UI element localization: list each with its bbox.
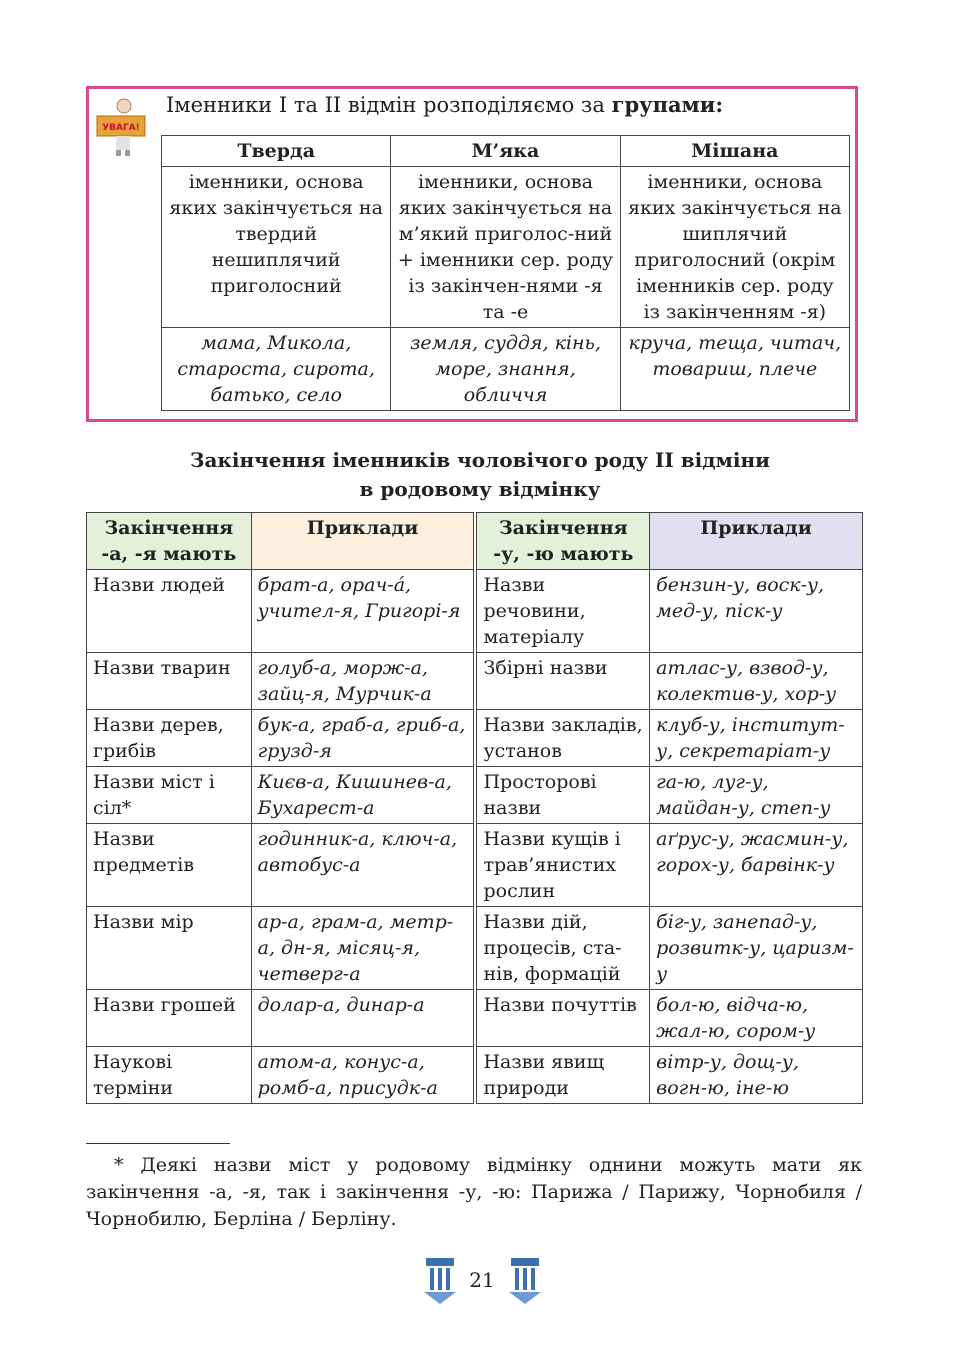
examples-a: брат-а, орач-а́, учител-я, Григорі-я bbox=[251, 570, 474, 653]
category-a: Наукові терміни bbox=[87, 1047, 252, 1104]
heading-line-2: в родовому відмінку bbox=[359, 477, 601, 501]
attention-sign-icon bbox=[94, 96, 150, 156]
category-a: Назви грошей bbox=[87, 990, 252, 1047]
groups-table bbox=[161, 135, 850, 411]
footnote: * Деякі назви міст у родовому відмінку однини можуть мати як закінчення -а, -я, так і закінчення -у, -ю: Парижа / Парижу, Чорнобиля / Чорнобилю, Берліна / Берліну. bbox=[86, 1154, 862, 1230]
examples-u: га-ю, луг-у, майдан-у, степ-у bbox=[650, 767, 863, 824]
category-a: Назви дерев, грибів bbox=[87, 710, 252, 767]
category-a: Назви людей bbox=[87, 570, 252, 653]
category-u: Просторові назви bbox=[477, 767, 650, 824]
examples-u: вітр-у, дощ-у, вогн-ю, іне-ю bbox=[650, 1047, 863, 1104]
intro-text bbox=[166, 92, 723, 117]
examples-a: ар-а, грам-а, метр-а, дн-я, місяц-я, четверг-а bbox=[251, 907, 474, 990]
intro-bold: групами: bbox=[611, 92, 724, 117]
examples-a: голуб-а, морж-а, зайц-я, Мурчик-а bbox=[251, 653, 474, 710]
endings-header-u: Закінчення -у, -ю мають bbox=[477, 513, 650, 570]
endings-table-body bbox=[87, 570, 863, 1104]
category-u: Назви речовини, матеріалу bbox=[477, 570, 650, 653]
examples-a: годинник-а, ключ-а, автобус-а bbox=[251, 824, 474, 907]
category-u: Назви почуттів bbox=[477, 990, 650, 1047]
category-a: Назви тварин bbox=[87, 653, 252, 710]
category-u: Назви дій, процесів, ста-нів, формацій bbox=[477, 907, 650, 990]
table-row bbox=[87, 570, 863, 653]
endings-header-examples-u: Приклади bbox=[650, 513, 863, 570]
section-heading bbox=[86, 446, 874, 504]
category-u: Назви закладів, установ bbox=[477, 710, 650, 767]
group-desc: іменники, основа яких закінчується на шиплячий приголосний (окрім іменників сер. роду із закінченням -я) bbox=[620, 167, 849, 328]
group-example: круча, теща, читач, товариш, плече bbox=[620, 328, 849, 411]
group-header: Мішана bbox=[620, 136, 849, 167]
group-desc: іменники, основа яких закінчується на м’який приголос-ний + іменники сер. роду із закінчен-нями -я та -е bbox=[391, 167, 620, 328]
examples-u: бензин-у, воск-у, мед-у, піск-у bbox=[650, 570, 863, 653]
table-row bbox=[87, 710, 863, 767]
endings-header-a: Закінчення -а, -я мають bbox=[87, 513, 252, 570]
page-number: 21 bbox=[469, 1268, 495, 1292]
endings-header-examples-a: Приклади bbox=[251, 513, 474, 570]
examples-u: біг-у, занепад-у, розвитк-у, царизм-у bbox=[650, 907, 863, 990]
attention-badge-text: УВАГА! bbox=[102, 123, 140, 133]
table-row bbox=[87, 767, 863, 824]
group-desc: іменники, основа яких закінчується на твердий нешиплячий приголосний bbox=[162, 167, 391, 328]
examples-u: атлас-у, взвод-у, колектив-у, хор-у bbox=[650, 653, 863, 710]
examples-u: бол-ю, відча-ю, жал-ю, сором-у bbox=[650, 990, 863, 1047]
examples-u: клуб-у, інститут-у, секретаріат-у bbox=[650, 710, 863, 767]
category-u: Назви кущів і трав’янистих рослин bbox=[477, 824, 650, 907]
table-row bbox=[87, 990, 863, 1047]
table-row bbox=[87, 653, 863, 710]
ornament-left-icon bbox=[420, 1256, 460, 1306]
group-header: Тверда bbox=[162, 136, 391, 167]
group-example: земля, суддя, кінь, море, знання, обличчя bbox=[391, 328, 620, 411]
ornament-right-icon bbox=[505, 1256, 545, 1306]
group-header: М’яка bbox=[391, 136, 620, 167]
endings-table bbox=[86, 512, 863, 1104]
examples-a: бук-а, граб-а, гриб-а, грузд-я bbox=[251, 710, 474, 767]
endings-header-row bbox=[87, 513, 863, 570]
groups-header-row bbox=[162, 136, 850, 167]
intro-plain: Іменники І та ІІ відмін розподіляємо за bbox=[166, 93, 612, 117]
table-row bbox=[87, 907, 863, 990]
category-a: Назви мір bbox=[87, 907, 252, 990]
category-u: Збірні назви bbox=[477, 653, 650, 710]
table-row bbox=[87, 1047, 863, 1104]
group-example: мама, Микола, староста, сирота, батько, село bbox=[162, 328, 391, 411]
groups-desc-row bbox=[162, 167, 850, 328]
groups-example-row bbox=[162, 328, 850, 411]
category-u: Назви явищ природи bbox=[477, 1047, 650, 1104]
category-a: Назви міст і сіл* bbox=[87, 767, 252, 824]
table-row bbox=[87, 824, 863, 907]
examples-a: атом-а, конус-а, ромб-а, присудк-а bbox=[251, 1047, 474, 1104]
examples-a: Києв-а, Кишинев-а, Бухарест-а bbox=[251, 767, 474, 824]
category-a: Назви предметів bbox=[87, 824, 252, 907]
examples-u: аґрус-у, жасмин-у, горох-у, барвінк-у bbox=[650, 824, 863, 907]
examples-a: долар-а, динар-а bbox=[251, 990, 474, 1047]
heading-line-1: Закінчення іменників чоловічого роду ІІ відміни bbox=[190, 448, 770, 472]
footnote-rule bbox=[86, 1143, 230, 1144]
